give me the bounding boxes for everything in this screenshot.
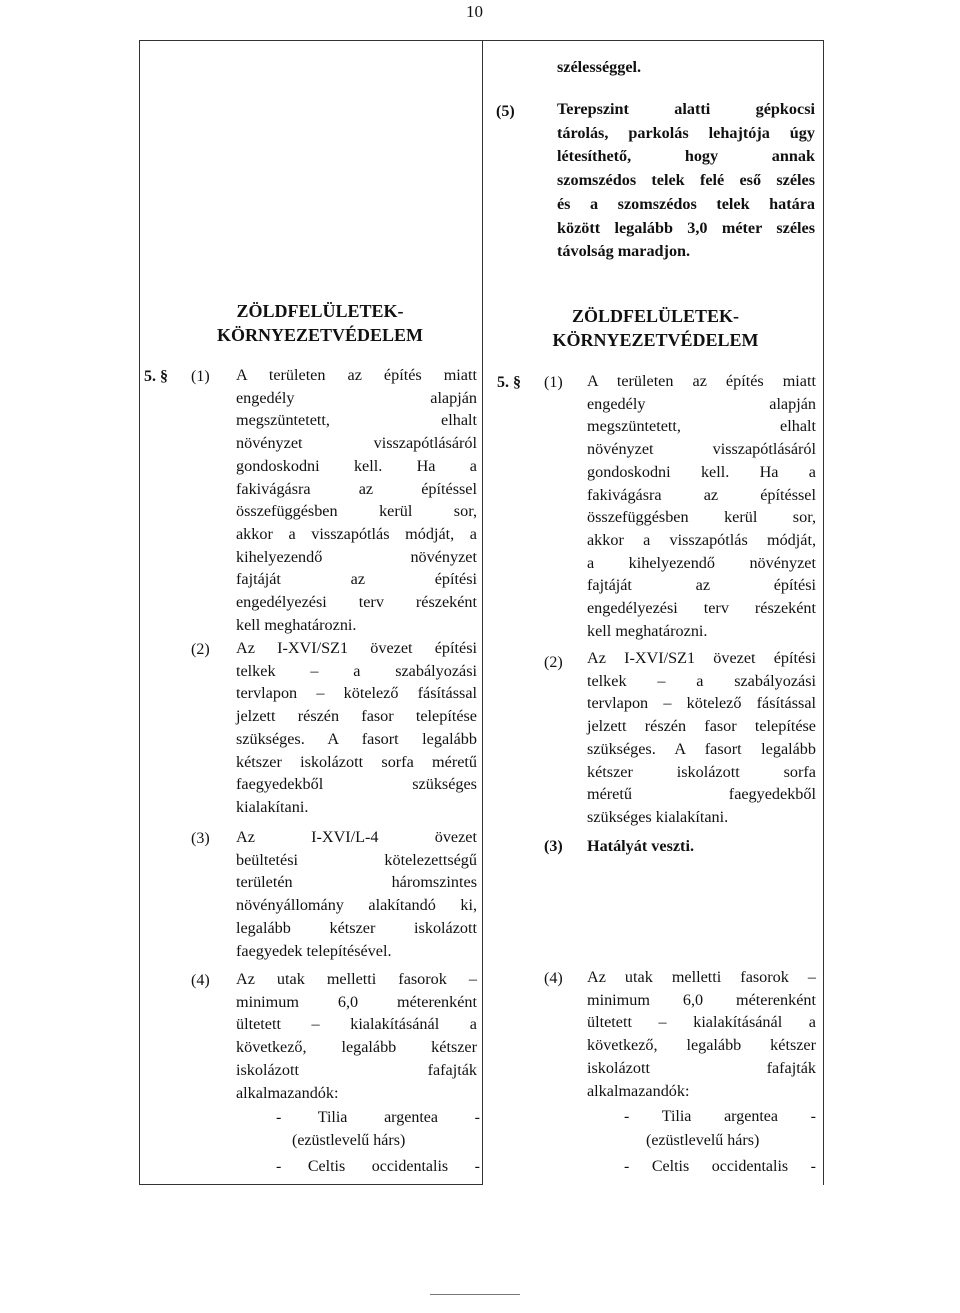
para-line: kialakítani. [236,797,309,816]
para-line: iskolázott fafajták [587,1058,816,1077]
para-line: ültetett – kialakításánál a [236,1015,477,1034]
para-line: növényzet visszapótlásáról [236,434,477,453]
para-line: gondoskodni kell. Ha a [587,462,816,481]
para-line: alkalmazandók: [236,1083,339,1102]
para-line: engedély alapján [236,388,477,407]
para-line: legalább kétszer iskolázott [236,918,477,937]
left-p1-body [236,364,477,636]
para-line: minimum 6,0 méterenként [587,990,816,1009]
para-line: a kihelyezendő növényzet [587,553,816,572]
para-line: kell meghatározni. [236,615,357,634]
left-list-item-tilia-common: (ezüstlevelű hárs) [292,1132,406,1149]
para-line: szükséges kialakítani. [587,807,729,826]
para-line: engedélyezési terv részeként [587,599,816,618]
heading-line: KÖRNYEZETVÉDELEM [216,325,424,345]
para-line: kell meghatározni. [587,621,708,640]
para-line: alkalmazandók: [587,1081,690,1100]
para-line: növényzet visszapótlásáról [587,440,816,459]
right-p2-body [587,647,816,829]
para-line: tárolás, parkolás lehajtója úgy [557,123,815,142]
right-list-item-tilia: - Tilia argentea - [624,1108,816,1125]
right-list-item-celtis: - Celtis occidentalis - [624,1158,816,1175]
right-heading [503,304,808,352]
right-p4-body [587,966,816,1102]
right-para5-body [557,98,815,264]
right-continuation-text: szélességgel. [557,58,642,76]
table-left-border [139,40,140,1185]
table-bottom-border [139,1184,483,1185]
right-p4-number: (4) [544,970,563,987]
left-p4-body [236,968,477,1104]
para-line: telkek – a szabályozási [587,671,816,690]
para-line: megszüntetett, elhalt [236,411,477,430]
para-line: Az utak melletti fasorok – [587,968,816,986]
left-p3-number: (3) [191,830,210,847]
para-line: engedélyezési terv részeként [236,593,477,612]
left-list-item-tilia: - Tilia argentea - [276,1109,480,1126]
para-line: területén háromszintes [236,873,477,892]
para-line: összefüggésben kerül sor, [587,508,816,527]
para-line: fakivágásra az építéssel [236,479,477,498]
page-number: 10 [466,2,483,21]
para-line: Az I-XVI/SZ1 övezet építési [236,639,477,657]
para-line: Az I-XVI/SZ1 övezet építési [587,649,816,667]
para-line: következő, legalább kétszer [587,1036,816,1055]
para-line: minimum 6,0 méterenként [236,992,477,1011]
para-line: jelzett részén fasor telepítése [587,717,816,736]
para-line: jelzett részén fasor telepítése [236,707,477,726]
right-p1-body [587,370,816,642]
right-para5-number: (5) [496,103,515,120]
left-section-number: 5. § [144,368,168,385]
right-p1-number: (1) [544,374,563,391]
para-line: fajtáját az építési [236,570,477,589]
para-line: méretű faegyedekből [587,785,816,804]
para-line: iskolázott fafajták [236,1060,477,1079]
para-line: növényállomány alakítandó ki, [236,896,477,915]
right-p3-number: (3) [544,838,563,855]
para-line: Az I-XVI/L-4 övezet [236,828,477,846]
para-line: és a szomszédos telek határa [557,194,815,213]
para-line: tervlapon – kötelező fásítással [236,684,477,703]
para-line: A területen az építés miatt [587,372,816,390]
footer-rule [430,1294,520,1295]
para-line: szomszédos telek felé eső széles [557,171,815,190]
left-p2-body [236,637,477,819]
para-line: beültetési kötelezettségű [236,850,477,869]
para-line: megszüntetett, elhalt [587,417,816,436]
para-line: között legalább 3,0 méter széles [557,218,815,237]
right-section-number: 5. § [497,374,521,391]
para-line: tervlapon – kötelező fásítással [587,694,816,713]
left-list-item-celtis: - Celtis occidentalis - [276,1158,480,1175]
left-p1-number: (1) [191,368,210,385]
para-line: fakivágásra az építéssel [587,485,816,504]
left-p3-body [236,826,477,962]
para-line: telkek – a szabályozási [236,661,477,680]
heading-line: KÖRNYEZETVÉDELEM [552,330,759,350]
para-line: ültetett – kialakításánál a [587,1013,816,1032]
para-line: kétszer iskolázott sorfa méretű [236,752,477,771]
heading-line: ZÖLDFELÜLETEK- [236,301,404,321]
left-heading [170,299,470,347]
para-line: fajtáját az építési [587,576,816,595]
para-line: akkor a visszapótlás módját, a [236,524,477,543]
para-line: szükséges. A fasort legalább [236,729,477,748]
para-line: távolság maradjon. [557,242,691,261]
table-center-border [482,40,483,1185]
right-list-item-tilia-common: (ezüstlevelű hárs) [646,1132,760,1149]
para-line: Az utak melletti fasorok – [236,970,477,988]
para-line: Terepszint alatti gépkocsi [557,100,815,118]
para-line: faegyedek telepítésével. [236,941,392,960]
para-line: engedély alapján [587,394,816,413]
para-line: összefüggésben kerül sor, [236,502,477,521]
para-line: gondoskodni kell. Ha a [236,456,477,475]
para-line: kétszer iskolázott sorfa [587,762,816,781]
para-line: faegyedekből szükséges [236,775,477,794]
left-p2-number: (2) [191,641,210,658]
left-p4-number: (4) [191,972,210,989]
right-p2-number: (2) [544,654,563,671]
right-p3-body: Hatályát veszti. [587,837,694,855]
para-line: szükséges. A fasort legalább [587,739,816,758]
para-line: következő, legalább kétszer [236,1038,477,1057]
table-right-border [823,40,824,1185]
heading-line: ZÖLDFELÜLETEK- [571,306,740,326]
para-line: létesíthető, hogy annak [557,147,815,166]
para-line: kihelyezendő növényzet [236,547,477,566]
para-line: akkor a visszapótlás módját, [587,530,816,549]
para-line: A területen az építés miatt [236,366,477,384]
